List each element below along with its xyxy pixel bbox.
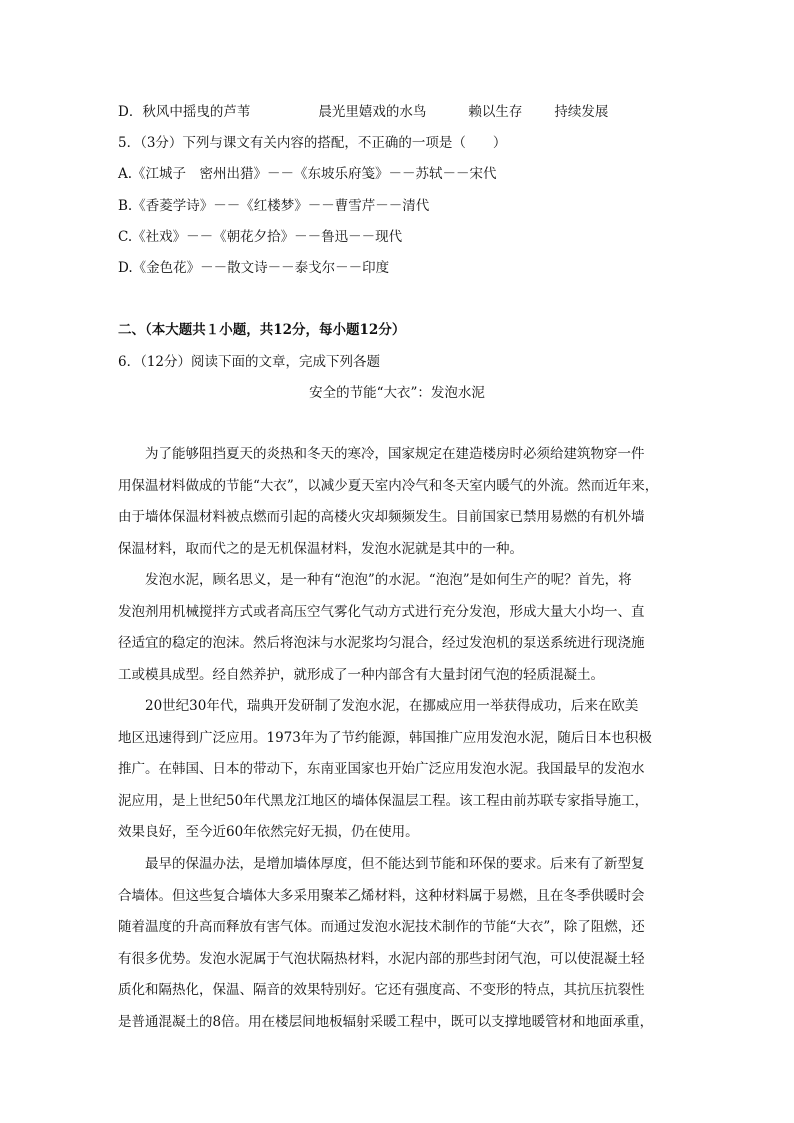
paragraph-line: 质化和隔热化，保温、隔音的效果特别好。它还有强度高、不变形的特点，其抗压抗裂性	[118, 982, 645, 998]
article-paragraph-4	[118, 849, 688, 1038]
q5-option-d: D.《金色花》－－散文诗－－泰戈尔－－印度	[118, 260, 390, 276]
q4-option-d	[118, 102, 608, 122]
paragraph-line: 保温材料，取而代之的是无机保温材料，发泡水泥就是其中的一种。	[118, 540, 523, 557]
paragraph-line: 发泡剂用机械搅拌方式或者高压空气雾化气动方式进行充分发泡，形成大量大小均一、直	[118, 603, 645, 620]
paragraph-line: 20世纪30年代，瑞典开发研制了发泡水泥，在挪威应用一举获得成功，后来在欧美	[118, 698, 639, 714]
paragraph-line: 泥应用，是上世纪50年代黑龙江地区的墙体保温层工程。该工程由前苏联专家指导施工，	[118, 792, 649, 809]
article-paragraph-3	[118, 691, 688, 849]
paragraph-line: 为了能够阻挡夏天的炎热和冬天的寒冷，国家规定在建造楼房时必须给建筑物穿一件	[118, 446, 645, 462]
paragraph-line: 是普通混凝土的8倍。用在楼层间地板辐射采暖工程中，既可以支撑地暖管材和地面承重，	[118, 1013, 654, 1030]
article-paragraph-1	[118, 439, 688, 565]
q4-option-d-item: 秋风中摇曳的芦苇	[142, 104, 251, 120]
article-paragraph-2	[118, 565, 688, 691]
q5-stem: 5．（3分）下列与课文有关内容的搭配，不正确的一项是（ ）	[118, 135, 507, 151]
q4-option-d-item: 赖以生存	[468, 104, 523, 120]
paragraph-line: 用保温材料做成的节能“大衣”，以减少夏天室内冷气和冬天室内暖气的外流。然而近年来，	[118, 477, 659, 494]
q6-stem: 6．（12分）阅读下面的文章，完成下列各题	[118, 354, 381, 370]
q5-option-a: A.《江城子 密州出猎》－－《东坡乐府笺》－－苏轼－－宋代	[118, 166, 497, 182]
paragraph-line: 最早的保温办法，是增加墙体厚度，但不能达到节能和环保的要求。后来有了新型复	[118, 856, 645, 872]
q4-option-d-label: D．	[118, 104, 143, 120]
article-title: 安全的节能“大衣”：发泡水泥	[309, 385, 485, 401]
q5-option-c: C.《社戏》－－《朝花夕拾》－－鲁迅－－现代	[118, 229, 403, 245]
paragraph-line: 随着温度的升高而释放有害气体。而通过发泡水泥技术制作的节能“大衣”，除了阻燃，还	[118, 919, 645, 935]
paragraph-line: 由于墙体保温材料被点燃而引起的高楼火灾却频频发生。目前国家已禁用易燃的有机外墙	[118, 509, 645, 525]
q4-option-d-item: 持续发展	[554, 104, 609, 120]
paragraph-line: 发泡水泥，顾名思义，是一种有“泡泡”的水泥。“泡泡”是如何生产的呢？首先，将	[118, 572, 632, 588]
paragraph-line: 工或模具成型。经自然养护，就形成了一种内部含有大量封闭气泡的轻质混凝土。	[118, 666, 604, 683]
paragraph-line: 地区迅速得到广泛应用。1973年为了节约能源，韩国推广应用发泡水泥，随后日本也积极	[118, 729, 652, 746]
section-heading: 二、（本大题共１小题，共12分，每小题12分）	[118, 322, 406, 338]
paragraph-line: 径适宜的稳定的泡沫。然后将泡沫与水泥浆均匀混合，经过发泡机的泵送系统进行现浇施	[118, 635, 645, 651]
paragraph-line: 效果良好，至今近60年依然完好无损，仍在使用。	[118, 824, 419, 840]
paragraph-line: 合墙体。但这些复合墙体大多采用聚苯乙烯材料，这种材料属于易燃，且在冬季供暖时会	[118, 887, 645, 904]
paragraph-line: 有很多优势。发泡水泥属于气泡状隔热材料，水泥内部的那些封闭气泡，可以使混凝土轻	[118, 950, 645, 967]
q5-option-b: B.《香菱学诗》－－《红楼梦》－－曹雪芹－－清代	[118, 198, 430, 214]
paragraph-line: 推广。在韩国、日本的带动下，东南亚国家也开始广泛应用发泡水泥。我国最早的发泡水	[118, 761, 645, 777]
q4-option-d-item: 晨光里嬉戏的水鸟	[318, 104, 427, 120]
